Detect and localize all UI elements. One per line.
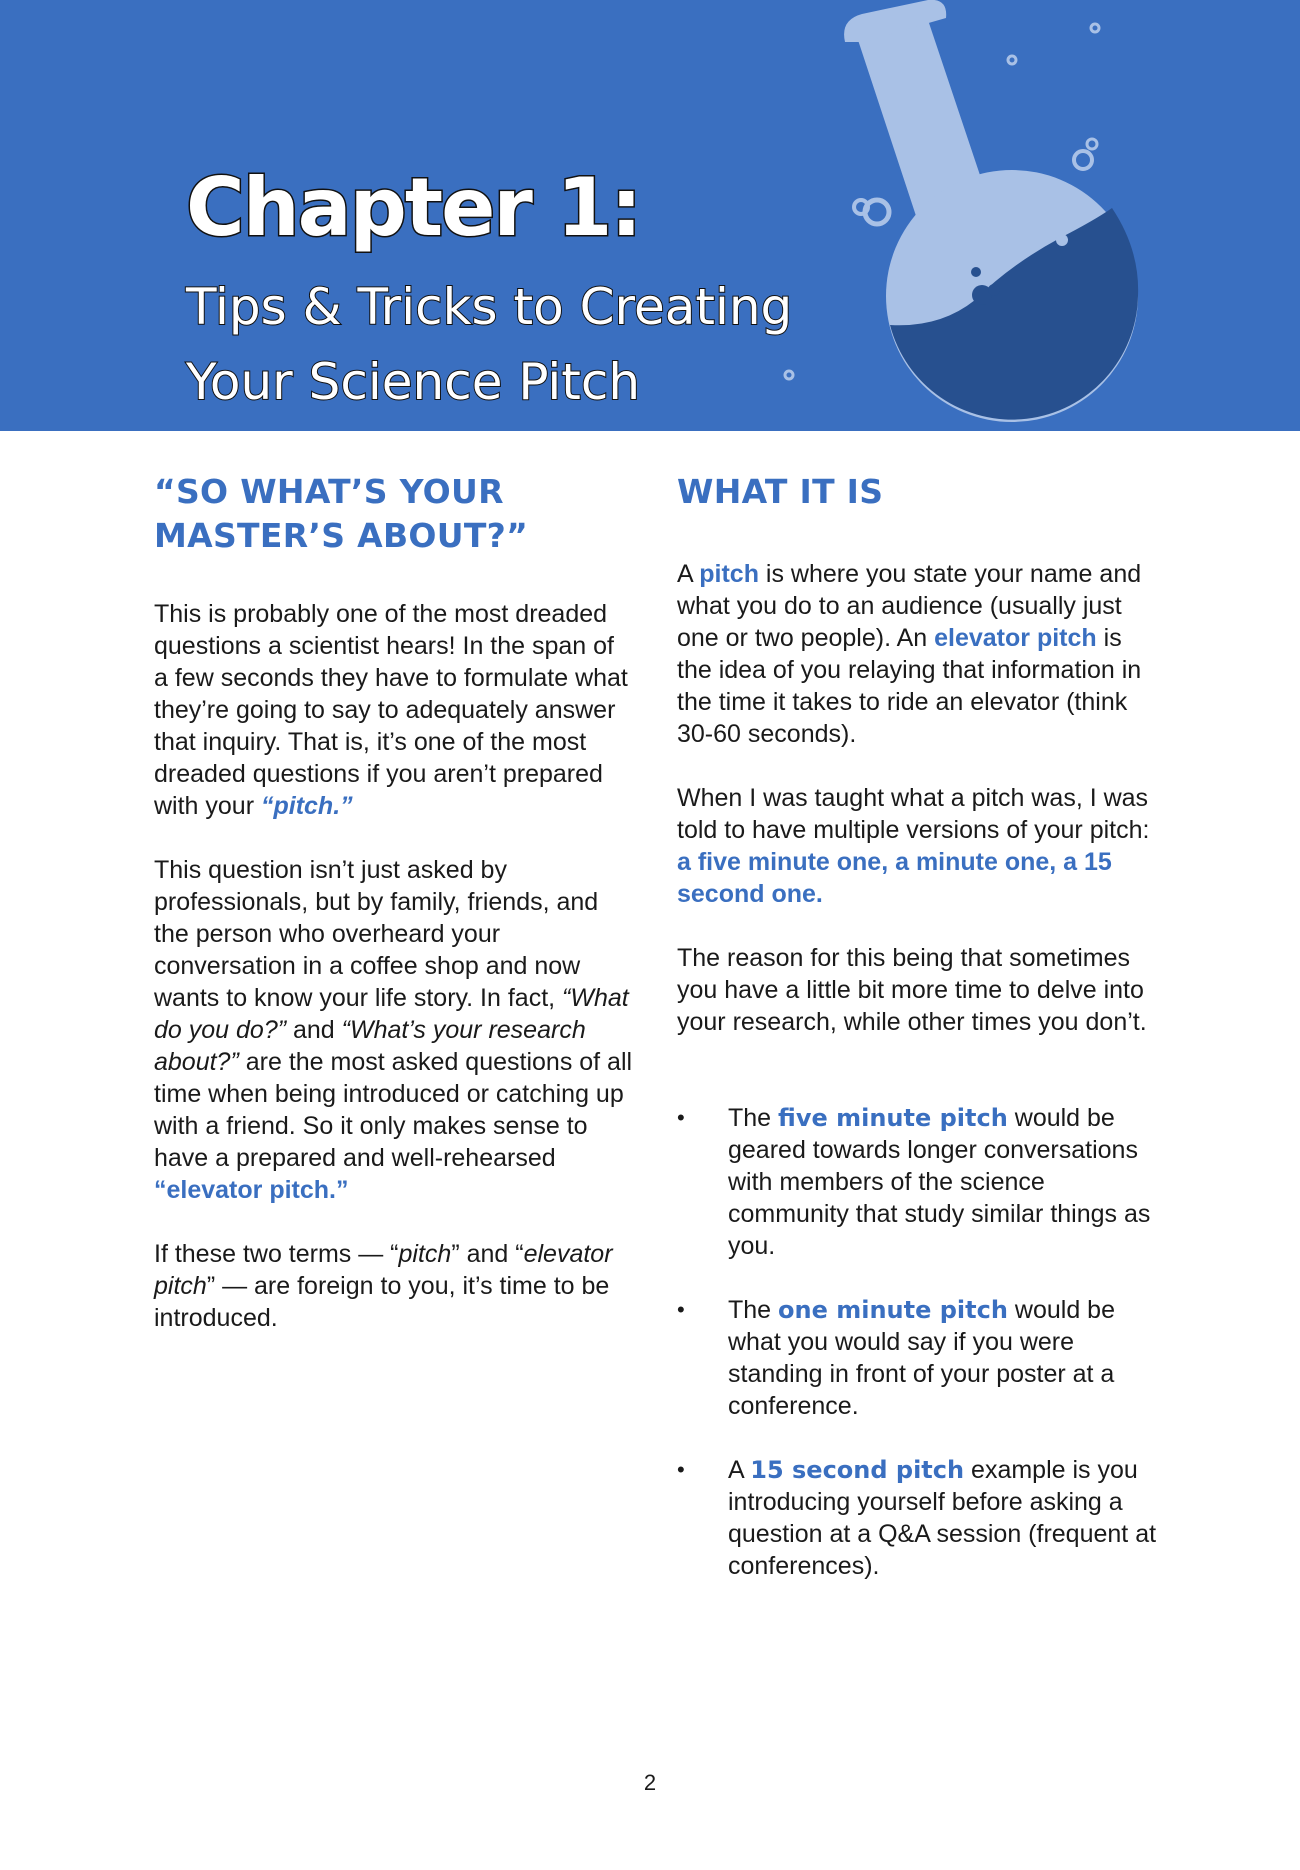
bullet-icon: • xyxy=(677,1105,685,1130)
list-item: • A 15 second pitch example is you introducing yourself before asking a question at a Q&A session (frequent at conferences). xyxy=(677,1456,1157,1580)
paragraph-text: is where you state your name and what you do to an audience (usually just one or two people). An xyxy=(677,560,1142,652)
liquid-drop xyxy=(988,284,1000,296)
chapter-title: Chapter 1: xyxy=(186,161,641,254)
page-number: 2 xyxy=(643,1770,657,1795)
liquid-splash xyxy=(1056,234,1068,246)
elevator-pitch-highlight: “elevator pitch.” xyxy=(154,1176,349,1204)
left-heading-line1: “SO WHAT’S YOUR xyxy=(154,472,504,511)
list-item: • The five minute pitch would be geared towards longer conversations with members of the science community that study similar things as you. xyxy=(677,1104,1151,1260)
quote-italic: “What do you do?” xyxy=(154,984,629,1044)
left-paragraph-3 xyxy=(154,1238,634,1334)
liquid-drop xyxy=(971,267,981,277)
left-heading xyxy=(154,470,634,558)
paragraph-text: ” and “ xyxy=(451,1240,524,1268)
paragraph-text: This question isn’t just asked by professionals, but by family, friends, and the person who overheard your conversation in a coffee shop and now wants to know your life story. In fact, xyxy=(154,856,599,1012)
bullet-icon: • xyxy=(677,1297,685,1322)
pitch-type-highlight: five minute pitch xyxy=(778,1104,1008,1132)
paragraph-text: is the idea of you relaying that information in the time it takes to ride an elevator (think 30-60 seconds). xyxy=(677,624,1142,748)
right-heading: WHAT IT IS xyxy=(677,472,884,511)
paragraph-text: A xyxy=(677,560,700,588)
paragraph-text: and xyxy=(286,1016,342,1044)
pitch-highlight: pitch xyxy=(699,560,759,588)
chapter-subtitle-line1: Tips & Tricks to Creating xyxy=(186,278,793,336)
left-paragraph-1 xyxy=(154,598,634,822)
left-heading-line2: MASTER’S ABOUT?” xyxy=(154,516,529,555)
pitch-type-highlight: one minute pitch xyxy=(778,1296,1008,1324)
right-paragraph-3: The reason for this being that sometimes you have a little bit more time to delve into your research, while other times you don’t. xyxy=(677,944,1147,1036)
left-column xyxy=(154,470,634,1334)
paragraph-text: This is probably one of the most dreaded questions a scientist hears! In the span of a few seconds they have to formulate what they’re going to say to adequately answer that inquiry. That is, it’s one of the most dreaded questions if you aren’t prepared with your xyxy=(154,600,628,820)
chapter-subtitle-line2: Your Science Pitch xyxy=(186,353,641,411)
bubble-icon xyxy=(1087,139,1097,149)
paragraph-text: If these two terms — “ xyxy=(154,1240,399,1268)
paragraph-text: ” — are foreign to you, it’s time to be introduced. xyxy=(154,1272,610,1332)
pitch-type-highlight: 15 second pitch xyxy=(750,1456,965,1484)
right-column xyxy=(677,470,1157,1614)
left-paragraph-2 xyxy=(154,854,634,1206)
quote-italic: “What’s your research about?” xyxy=(154,1016,586,1076)
elevator-pitch-highlight: elevator pitch xyxy=(934,624,1097,652)
bubble-icon xyxy=(1091,24,1099,32)
pitch-types-list xyxy=(677,1102,1157,1582)
term-italic: elevator pitch xyxy=(154,1240,613,1300)
list-item: • The one minute pitch would be what you would say if you were standing in front of your poster at a conference. xyxy=(677,1296,1115,1420)
pitch-highlight: “pitch.” xyxy=(260,792,353,820)
bubble-icon xyxy=(1008,56,1016,64)
right-paragraph-1 xyxy=(677,558,1157,750)
right-paragraph-2 xyxy=(677,782,1157,910)
term-italic: pitch xyxy=(398,1240,452,1268)
chapter-banner xyxy=(0,0,1300,431)
bullet-icon: • xyxy=(677,1457,685,1482)
paragraph-text: are the most asked questions of all time when being introduced or catching up with a friend. So it only makes sense to have a prepared and well-rehearsed xyxy=(154,1048,633,1172)
versions-highlight: a five minute one, a minute one, a 15 second one. xyxy=(677,848,1112,908)
bubble-icon xyxy=(1074,151,1092,169)
paragraph-text: When I was taught what a pitch was, I was told to have multiple versions of your pitch: xyxy=(677,784,1150,844)
